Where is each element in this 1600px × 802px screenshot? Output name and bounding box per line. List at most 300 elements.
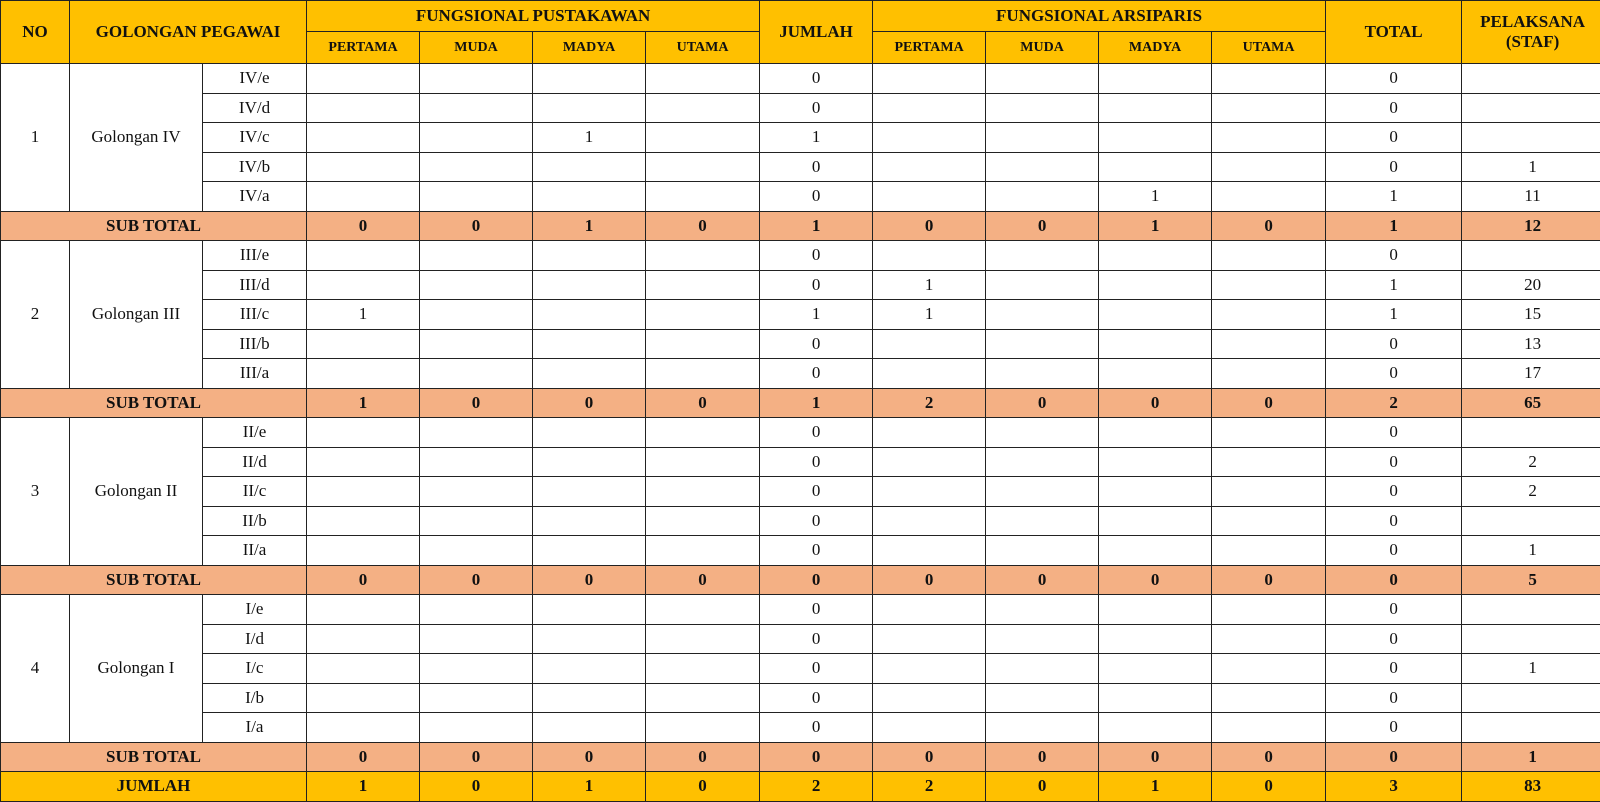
pustakawan-value-cell: [307, 64, 420, 94]
pelaksana-cell: [1462, 506, 1600, 536]
pelaksana-cell: [1462, 241, 1600, 271]
group-name-cell: Golongan IV: [70, 64, 203, 212]
group-number-cell: 2: [1, 241, 70, 389]
pustakawan-value-cell: [307, 93, 420, 123]
pustakawan-value-cell: [533, 359, 646, 389]
arsiparis-value-cell: 0: [986, 565, 1099, 595]
arsiparis-value-cell: [873, 447, 986, 477]
arsiparis-value-cell: [1099, 123, 1212, 153]
arsiparis-value-cell: [873, 624, 986, 654]
arsiparis-value-cell: [986, 123, 1099, 153]
table-row: [1, 182, 1600, 212]
arsiparis-value-cell: [986, 536, 1099, 566]
total-cell: 0: [1326, 595, 1462, 625]
arsiparis-value-cell: [1099, 329, 1212, 359]
total-cell: 0: [1326, 565, 1462, 595]
pustakawan-value-cell: [646, 624, 760, 654]
pustakawan-value-cell: [646, 713, 760, 743]
pelaksana-cell: [1462, 64, 1600, 94]
header-no: NO: [1, 1, 70, 64]
pelaksana-cell: [1462, 93, 1600, 123]
group-name-cell: Golongan I: [70, 595, 203, 743]
grade-cell: I/a: [203, 713, 307, 743]
pustakawan-value-cell: 0: [420, 388, 533, 418]
header-golongan-pegawai: GOLONGAN PEGAWAI: [70, 1, 307, 64]
arsiparis-value-cell: 0: [1212, 211, 1326, 241]
total-cell: 1: [1326, 270, 1462, 300]
jumlah-cell: 0: [760, 565, 873, 595]
pustakawan-value-cell: [307, 506, 420, 536]
arsiparis-value-cell: [1099, 64, 1212, 94]
pustakawan-value-cell: [307, 359, 420, 389]
pustakawan-value-cell: [307, 241, 420, 271]
grade-cell: IV/c: [203, 123, 307, 153]
pustakawan-value-cell: [307, 683, 420, 713]
pustakawan-value-cell: [420, 270, 533, 300]
grade-cell: I/e: [203, 595, 307, 625]
table-row: [1, 123, 1600, 153]
arsiparis-value-cell: [1212, 447, 1326, 477]
table-row: [1, 477, 1600, 507]
jumlah-cell: 0: [760, 152, 873, 182]
arsiparis-value-cell: [1212, 418, 1326, 448]
group-name-cell: Golongan III: [70, 241, 203, 389]
pelaksana-cell: 2: [1462, 447, 1600, 477]
pustakawan-value-cell: [646, 241, 760, 271]
arsiparis-value-cell: [873, 654, 986, 684]
arsiparis-value-cell: [873, 93, 986, 123]
pustakawan-value-cell: [420, 506, 533, 536]
grade-cell: I/d: [203, 624, 307, 654]
pustakawan-value-cell: [307, 477, 420, 507]
arsiparis-value-cell: [986, 506, 1099, 536]
pustakawan-value-cell: [533, 152, 646, 182]
pustakawan-value-cell: 0: [307, 565, 420, 595]
arsiparis-value-cell: [873, 536, 986, 566]
pelaksana-cell: 1: [1462, 152, 1600, 182]
pustakawan-value-cell: 0: [533, 742, 646, 772]
pustakawan-value-cell: [307, 418, 420, 448]
arsiparis-value-cell: 0: [986, 772, 1099, 802]
arsiparis-value-cell: [1212, 300, 1326, 330]
pustakawan-value-cell: [646, 270, 760, 300]
arsiparis-value-cell: [986, 654, 1099, 684]
group-number-cell: 4: [1, 595, 70, 743]
pustakawan-value-cell: [307, 270, 420, 300]
pustakawan-value-cell: [420, 241, 533, 271]
pustakawan-value-cell: 0: [646, 772, 760, 802]
pustakawan-value-cell: [646, 595, 760, 625]
arsiparis-value-cell: 0: [1099, 742, 1212, 772]
jumlah-cell: 0: [760, 241, 873, 271]
jumlah-cell: 0: [760, 506, 873, 536]
arsiparis-value-cell: [986, 595, 1099, 625]
header-fungsional-pustakawan: FUNGSIONAL PUSTAKAWAN: [307, 1, 760, 32]
pustakawan-value-cell: [533, 477, 646, 507]
subtotal-row: [1, 565, 1600, 595]
arsiparis-value-cell: [1212, 506, 1326, 536]
pustakawan-value-cell: [420, 64, 533, 94]
pelaksana-cell: 65: [1462, 388, 1600, 418]
pustakawan-value-cell: 1: [307, 300, 420, 330]
jumlah-cell: 1: [760, 388, 873, 418]
arsiparis-value-cell: [986, 359, 1099, 389]
pustakawan-value-cell: [420, 123, 533, 153]
grade-cell: IV/e: [203, 64, 307, 94]
pustakawan-value-cell: [533, 270, 646, 300]
jumlah-cell: 0: [760, 418, 873, 448]
arsiparis-value-cell: [986, 683, 1099, 713]
pustakawan-value-cell: 0: [533, 388, 646, 418]
jumlah-cell: 0: [760, 270, 873, 300]
arsiparis-value-cell: [1099, 447, 1212, 477]
pustakawan-value-cell: [533, 654, 646, 684]
pustakawan-value-cell: [420, 93, 533, 123]
arsiparis-value-cell: 1: [1099, 182, 1212, 212]
arsiparis-value-cell: [1212, 624, 1326, 654]
table-row: [1, 359, 1600, 389]
arsiparis-value-cell: [873, 477, 986, 507]
header-pustakawan-pertama: PERTAMA: [307, 32, 420, 64]
pelaksana-cell: [1462, 418, 1600, 448]
arsiparis-value-cell: [1099, 536, 1212, 566]
pustakawan-value-cell: [533, 447, 646, 477]
grand-total-label-cell: JUMLAH: [1, 772, 307, 802]
jumlah-cell: 0: [760, 359, 873, 389]
pustakawan-value-cell: [533, 64, 646, 94]
pelaksana-cell: 13: [1462, 329, 1600, 359]
arsiparis-value-cell: 0: [1212, 742, 1326, 772]
header-pustakawan-muda: MUDA: [420, 32, 533, 64]
pustakawan-value-cell: [533, 624, 646, 654]
pelaksana-cell: 5: [1462, 565, 1600, 595]
pelaksana-cell: [1462, 123, 1600, 153]
table-row: [1, 152, 1600, 182]
total-cell: 0: [1326, 654, 1462, 684]
grand-total-row: [1, 772, 1600, 802]
pelaksana-cell: 83: [1462, 772, 1600, 802]
jumlah-cell: 0: [760, 477, 873, 507]
arsiparis-value-cell: [1212, 64, 1326, 94]
pustakawan-value-cell: [307, 595, 420, 625]
header-arsiparis-utama: UTAMA: [1212, 32, 1326, 64]
total-cell: 1: [1326, 211, 1462, 241]
grade-cell: II/a: [203, 536, 307, 566]
arsiparis-value-cell: [986, 713, 1099, 743]
pustakawan-value-cell: [533, 241, 646, 271]
pustakawan-value-cell: [420, 477, 533, 507]
table-header: [1, 1, 1600, 64]
pustakawan-value-cell: [420, 152, 533, 182]
pustakawan-value-cell: [307, 447, 420, 477]
total-cell: 0: [1326, 329, 1462, 359]
jumlah-cell: 0: [760, 64, 873, 94]
subtotal-label-cell: SUB TOTAL: [1, 742, 307, 772]
pustakawan-value-cell: 0: [307, 211, 420, 241]
total-cell: 0: [1326, 123, 1462, 153]
table-row: [1, 624, 1600, 654]
arsiparis-value-cell: [986, 182, 1099, 212]
arsiparis-value-cell: 0: [986, 211, 1099, 241]
header-jumlah: JUMLAH: [760, 1, 873, 64]
arsiparis-value-cell: [1099, 93, 1212, 123]
pustakawan-value-cell: 0: [646, 742, 760, 772]
jumlah-cell: 0: [760, 654, 873, 684]
pustakawan-value-cell: 1: [533, 211, 646, 241]
arsiparis-value-cell: [873, 152, 986, 182]
pelaksana-cell: [1462, 683, 1600, 713]
header-arsiparis-muda: MUDA: [986, 32, 1099, 64]
pustakawan-value-cell: [420, 359, 533, 389]
jumlah-cell: 1: [760, 123, 873, 153]
table-row: [1, 713, 1600, 743]
pustakawan-value-cell: [533, 536, 646, 566]
arsiparis-value-cell: [873, 418, 986, 448]
arsiparis-value-cell: [1099, 713, 1212, 743]
pustakawan-value-cell: [307, 152, 420, 182]
pustakawan-value-cell: [646, 152, 760, 182]
grade-cell: II/b: [203, 506, 307, 536]
table-row: [1, 64, 1600, 94]
arsiparis-value-cell: [1099, 270, 1212, 300]
pustakawan-value-cell: [420, 624, 533, 654]
pustakawan-value-cell: [646, 123, 760, 153]
arsiparis-value-cell: [1099, 477, 1212, 507]
jumlah-cell: 0: [760, 182, 873, 212]
pustakawan-value-cell: 0: [420, 211, 533, 241]
pustakawan-value-cell: 1: [307, 772, 420, 802]
jumlah-cell: 0: [760, 624, 873, 654]
pustakawan-value-cell: [420, 447, 533, 477]
table-row: [1, 447, 1600, 477]
arsiparis-value-cell: [1212, 329, 1326, 359]
pustakawan-value-cell: [646, 477, 760, 507]
pelaksana-cell: [1462, 624, 1600, 654]
group-number-cell: 1: [1, 64, 70, 212]
arsiparis-value-cell: [873, 123, 986, 153]
table-body: [1, 64, 1600, 802]
grade-cell: III/a: [203, 359, 307, 389]
pustakawan-value-cell: 0: [420, 565, 533, 595]
table-row: [1, 300, 1600, 330]
arsiparis-value-cell: 1: [1099, 211, 1212, 241]
table-row: [1, 506, 1600, 536]
pustakawan-value-cell: [420, 683, 533, 713]
grade-cell: III/d: [203, 270, 307, 300]
grade-cell: II/c: [203, 477, 307, 507]
arsiparis-value-cell: [873, 683, 986, 713]
table-row: [1, 595, 1600, 625]
pelaksana-cell: 2: [1462, 477, 1600, 507]
arsiparis-value-cell: [1212, 595, 1326, 625]
pelaksana-cell: 1: [1462, 654, 1600, 684]
subtotal-label-cell: SUB TOTAL: [1, 211, 307, 241]
table-row: [1, 329, 1600, 359]
arsiparis-value-cell: [986, 152, 1099, 182]
arsiparis-value-cell: [986, 329, 1099, 359]
grade-cell: IV/b: [203, 152, 307, 182]
arsiparis-value-cell: 0: [1099, 565, 1212, 595]
pelaksana-cell: [1462, 713, 1600, 743]
arsiparis-value-cell: [986, 64, 1099, 94]
jumlah-cell: 1: [760, 211, 873, 241]
pustakawan-value-cell: [307, 182, 420, 212]
pelaksana-cell: 12: [1462, 211, 1600, 241]
arsiparis-value-cell: [1212, 182, 1326, 212]
arsiparis-value-cell: [873, 64, 986, 94]
pustakawan-value-cell: [646, 418, 760, 448]
pelaksana-cell: 20: [1462, 270, 1600, 300]
pustakawan-value-cell: [646, 329, 760, 359]
total-cell: 0: [1326, 64, 1462, 94]
pustakawan-value-cell: [646, 64, 760, 94]
pustakawan-value-cell: 1: [533, 123, 646, 153]
pustakawan-value-cell: [533, 182, 646, 212]
group-name-cell: Golongan II: [70, 418, 203, 566]
pelaksana-cell: 1: [1462, 742, 1600, 772]
arsiparis-value-cell: [1212, 477, 1326, 507]
jumlah-cell: 0: [760, 447, 873, 477]
pustakawan-value-cell: [420, 713, 533, 743]
header-arsiparis-pertama: PERTAMA: [873, 32, 986, 64]
pustakawan-value-cell: [420, 182, 533, 212]
total-cell: 0: [1326, 536, 1462, 566]
total-cell: 0: [1326, 713, 1462, 743]
arsiparis-value-cell: [1099, 506, 1212, 536]
subtotal-label-cell: SUB TOTAL: [1, 565, 307, 595]
arsiparis-value-cell: [1099, 241, 1212, 271]
pustakawan-value-cell: [307, 536, 420, 566]
pustakawan-value-cell: [533, 329, 646, 359]
pustakawan-value-cell: [420, 300, 533, 330]
pustakawan-value-cell: [533, 683, 646, 713]
header-pustakawan-madya: MADYA: [533, 32, 646, 64]
header-pustakawan-utama: UTAMA: [646, 32, 760, 64]
grade-cell: I/c: [203, 654, 307, 684]
jumlah-cell: 0: [760, 536, 873, 566]
arsiparis-value-cell: [986, 624, 1099, 654]
pustakawan-value-cell: [307, 329, 420, 359]
arsiparis-value-cell: [1099, 624, 1212, 654]
jumlah-cell: 0: [760, 93, 873, 123]
arsiparis-value-cell: [873, 359, 986, 389]
arsiparis-value-cell: [873, 329, 986, 359]
grade-cell: I/b: [203, 683, 307, 713]
arsiparis-value-cell: [1212, 152, 1326, 182]
arsiparis-value-cell: 0: [1212, 772, 1326, 802]
jumlah-cell: 0: [760, 595, 873, 625]
arsiparis-value-cell: [1099, 152, 1212, 182]
grade-cell: III/e: [203, 241, 307, 271]
pustakawan-value-cell: [307, 713, 420, 743]
arsiparis-value-cell: [1212, 93, 1326, 123]
pustakawan-value-cell: [420, 418, 533, 448]
total-cell: 0: [1326, 683, 1462, 713]
total-cell: 1: [1326, 300, 1462, 330]
pustakawan-value-cell: [307, 624, 420, 654]
pustakawan-value-cell: [420, 595, 533, 625]
pustakawan-value-cell: [533, 93, 646, 123]
pustakawan-value-cell: [307, 123, 420, 153]
arsiparis-value-cell: [986, 241, 1099, 271]
arsiparis-value-cell: [1099, 595, 1212, 625]
jumlah-cell: 0: [760, 713, 873, 743]
arsiparis-value-cell: 2: [873, 772, 986, 802]
arsiparis-value-cell: [986, 447, 1099, 477]
arsiparis-value-cell: 0: [986, 742, 1099, 772]
pustakawan-value-cell: 1: [533, 772, 646, 802]
arsiparis-value-cell: [1212, 683, 1326, 713]
arsiparis-value-cell: [1099, 418, 1212, 448]
total-cell: 0: [1326, 359, 1462, 389]
pustakawan-value-cell: 0: [646, 565, 760, 595]
arsiparis-value-cell: [1099, 683, 1212, 713]
pustakawan-value-cell: [646, 506, 760, 536]
table-row: [1, 93, 1600, 123]
table-row: [1, 683, 1600, 713]
pelaksana-cell: 1: [1462, 536, 1600, 566]
table-row: [1, 418, 1600, 448]
grade-cell: III/c: [203, 300, 307, 330]
subtotal-label-cell: SUB TOTAL: [1, 388, 307, 418]
group-number-cell: 3: [1, 418, 70, 566]
arsiparis-value-cell: 1: [1099, 772, 1212, 802]
pustakawan-value-cell: 0: [420, 772, 533, 802]
arsiparis-value-cell: [873, 506, 986, 536]
pustakawan-value-cell: [420, 536, 533, 566]
arsiparis-value-cell: 0: [986, 388, 1099, 418]
table-row: [1, 654, 1600, 684]
arsiparis-value-cell: 0: [873, 565, 986, 595]
pustakawan-value-cell: [533, 418, 646, 448]
jumlah-cell: 0: [760, 742, 873, 772]
arsiparis-value-cell: [873, 713, 986, 743]
jumlah-cell: 0: [760, 329, 873, 359]
grade-cell: IV/d: [203, 93, 307, 123]
arsiparis-value-cell: [1212, 654, 1326, 684]
header-arsiparis-madya: MADYA: [1099, 32, 1212, 64]
pelaksana-cell: 11: [1462, 182, 1600, 212]
table-row: [1, 536, 1600, 566]
arsiparis-value-cell: [986, 93, 1099, 123]
pustakawan-value-cell: [646, 447, 760, 477]
pustakawan-value-cell: [646, 359, 760, 389]
arsiparis-value-cell: [1212, 123, 1326, 153]
arsiparis-value-cell: 1: [873, 300, 986, 330]
jumlah-cell: 1: [760, 300, 873, 330]
total-cell: 0: [1326, 506, 1462, 536]
pustakawan-value-cell: [420, 654, 533, 684]
arsiparis-value-cell: [1212, 359, 1326, 389]
total-cell: 0: [1326, 93, 1462, 123]
total-cell: 1: [1326, 182, 1462, 212]
arsiparis-value-cell: [873, 595, 986, 625]
grade-cell: III/b: [203, 329, 307, 359]
arsiparis-value-cell: 0: [1212, 388, 1326, 418]
total-cell: 0: [1326, 742, 1462, 772]
jumlah-cell: 0: [760, 683, 873, 713]
total-cell: 0: [1326, 241, 1462, 271]
subtotal-row: [1, 388, 1600, 418]
arsiparis-value-cell: [1212, 713, 1326, 743]
grade-cell: II/e: [203, 418, 307, 448]
pustakawan-value-cell: [646, 654, 760, 684]
pustakawan-value-cell: [646, 683, 760, 713]
total-cell: 2: [1326, 388, 1462, 418]
arsiparis-value-cell: 0: [1212, 565, 1326, 595]
jumlah-cell: 2: [760, 772, 873, 802]
grade-cell: IV/a: [203, 182, 307, 212]
